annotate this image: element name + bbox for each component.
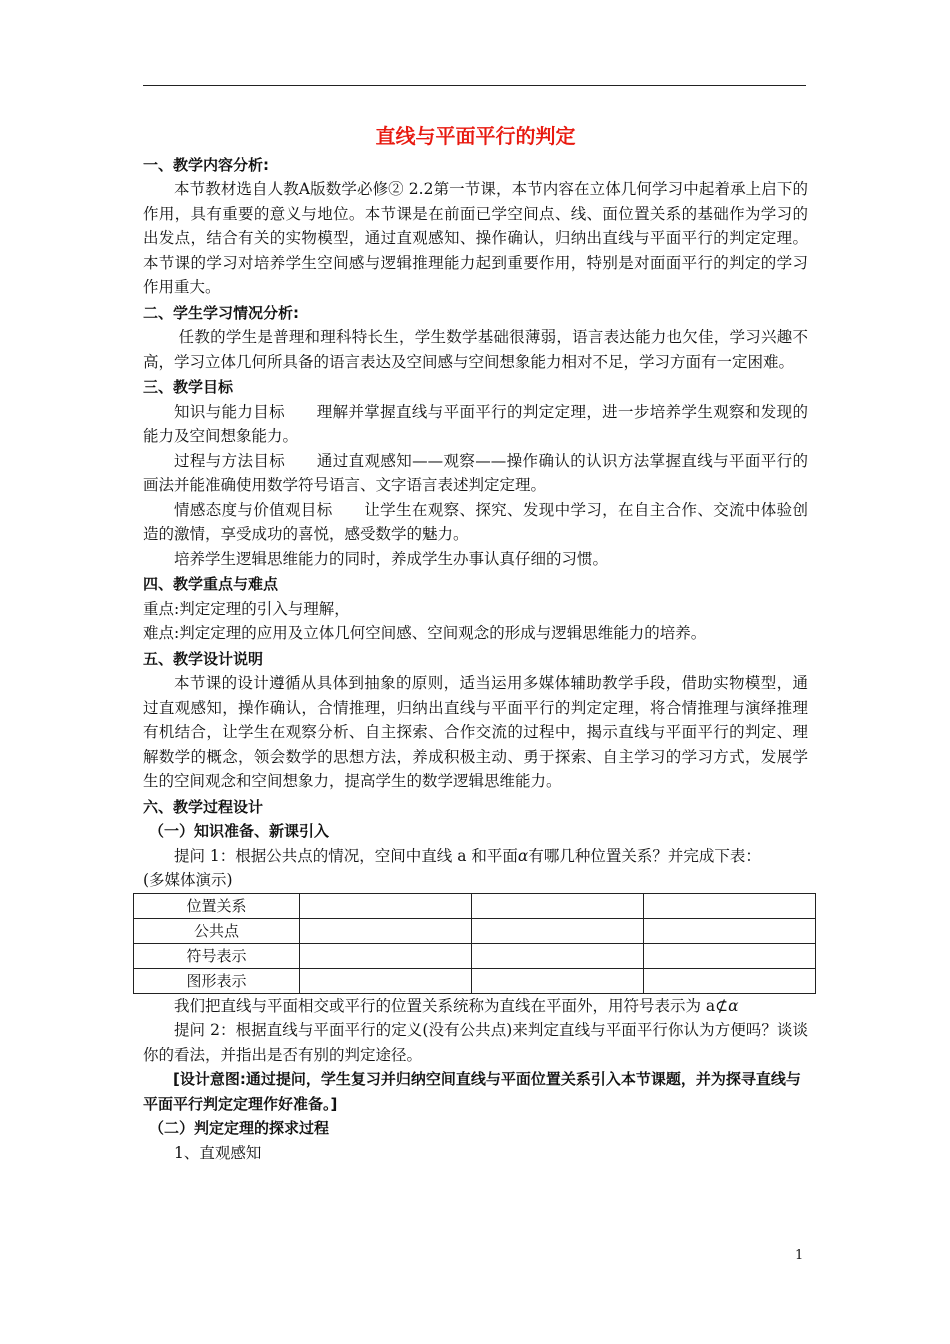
paragraph-question-2: 提问 2：根据直线与平面平行的定义(没有公共点)来判定直线与平面平行你认为方便吗？谈谈你的看法，并指出是否有别的判定途径。 (143, 1021, 808, 1064)
section-heading-design-notes: 五、教学设计说明 (143, 649, 264, 668)
table-cell (300, 968, 472, 993)
multimedia-note: (多媒体演示) (143, 871, 233, 889)
table-cell (472, 893, 644, 918)
design-intent: [设计意图:通过提问，学生复习并归纳空间直线与平面位置关系引入本节课题，并为探寻直线与平面平行判定定理作好准备。] (143, 1070, 801, 1113)
paragraph-content-analysis: 本节教材选自人教A版数学必修② 2.2第一节课，本节内容在立体几何学习中起着承上启下的作用，具有重要的意义与地位。本节课是在前面已学空间点、线、面位置关系的基础作为学习的出发点，结合有关的实物模型，通过直观感知、操作确认，归纳出直线与平面平行的判定定理。本节课的学习对培养学生空间感与逻辑推理能力起到重要作用，特别是对面面平行的判定的学习作用重大。 (143, 180, 808, 296)
alpha-symbol: α (517, 846, 529, 865)
document-title: 直线与平面平行的判定 (375, 124, 576, 148)
table-row (134, 943, 816, 968)
table-cell (472, 968, 644, 993)
paragraph-design-notes: 本节课的设计遵循从具体到抽象的原则，适当运用多媒体辅助教学手段，借助实物模型，通过直观感知，操作确认，合情推理，归纳出直线与平面平行的判定定理，将合情推理与演绎推理有机结合，让学生在观察分析、自主探索、合作交流的过程中，揭示直线与平面平行的判定、理解数学的概念，领会数学的思想方法，养成积极主动、勇于探索、自主学习的学习方式，发展学生的空间观念和空间想象力，提高学生的数学逻辑思维能力。 (143, 674, 808, 790)
paragraph-goal-knowledge: 知识与能力目标 理解并掌握直线与平面平行的判定定理，进一步培养学生观察和发现的能力及空间想象能力。 (143, 402, 808, 445)
table-cell (472, 918, 644, 943)
section-heading-process: 六、教学过程设计 (143, 797, 264, 816)
table-cell (300, 943, 472, 968)
section-heading-goals: 三、教学目标 (143, 378, 234, 396)
table-row (134, 918, 816, 943)
paragraph-question-1 (143, 844, 808, 869)
section-heading-student-analysis: 二、学生学习情况分析: (143, 303, 299, 322)
paragraph-goal-emotion: 情感态度与价值观目标 让学生在观察、探究、发现中学习，在自主合作、交流中体验创造的激情，享受成功的喜悦，感受数学的魅力。 (143, 500, 808, 543)
table-cell (300, 918, 472, 943)
table-cell (644, 918, 816, 943)
not-subset-symbol: ⊄ (715, 996, 729, 1015)
paragraph-goal-process: 过程与方法目标 通过直观感知——观察——操作确认的认识方法掌握直线与平面平行的画法并能准确使用数学符号语言、文字语言表述判定定理。 (143, 451, 808, 494)
table-row (134, 893, 816, 918)
table-row-label: 符号表示 (134, 943, 300, 968)
section-heading-key-points: 四、教学重点与难点 (143, 575, 279, 593)
table-cell (300, 893, 472, 918)
position-relation-table (133, 893, 816, 994)
table-cell (644, 943, 816, 968)
table-cell (644, 968, 816, 993)
table-row-label: 公共点 (134, 918, 300, 943)
paragraph-student-analysis: 任教的学生是普理和理科特长生，学生数学基础很薄弱，语言表达能力也欠佳，学习兴趣不高，学习立体几何所具备的语言表达及空间感与空间想象能力相对不足，学习方面有一定困难。 (143, 328, 808, 371)
subheading-knowledge-prep: （一）知识准备、新课引入 (149, 822, 330, 840)
page-number: 1 (795, 1248, 804, 1263)
note-text: 我们把直线与平面相交或平行的位置关系统称为直线在平面外，用符号表示为 a (174, 996, 716, 1015)
question-1-part-b: 有哪几种位置关系？并完成下表： (528, 846, 761, 865)
alpha-symbol: α (728, 996, 739, 1015)
table-row-label: 位置关系 (134, 893, 300, 918)
header-rule (143, 85, 806, 86)
section-heading-content-analysis: 一、教学内容分析: (143, 155, 269, 174)
table-row (134, 968, 816, 993)
paragraph-difficult-point: 难点:判定定理的应用及立体几何空间感、空间观念的形成与逻辑思维能力的培养。 (143, 624, 707, 642)
paragraph-key-point: 重点:判定定理的引入与理解， (143, 599, 350, 618)
paragraph-outside-plane-note (143, 994, 808, 1019)
list-item-intuitive-perception: 1、直观感知 (174, 1143, 262, 1162)
paragraph-goal-logic: 培养学生逻辑思维能力的同时，养成学生办事认真仔细的习惯。 (174, 549, 609, 568)
table-cell (472, 943, 644, 968)
table-cell (644, 893, 816, 918)
question-1-part-a: 提问 1：根据公共点的情况，空间中直线 a 和平面 (174, 846, 518, 865)
subheading-theorem-exploration: （二）判定定理的探求过程 (149, 1119, 330, 1137)
table-row-label: 图形表示 (134, 968, 300, 993)
document-body (143, 118, 808, 1165)
